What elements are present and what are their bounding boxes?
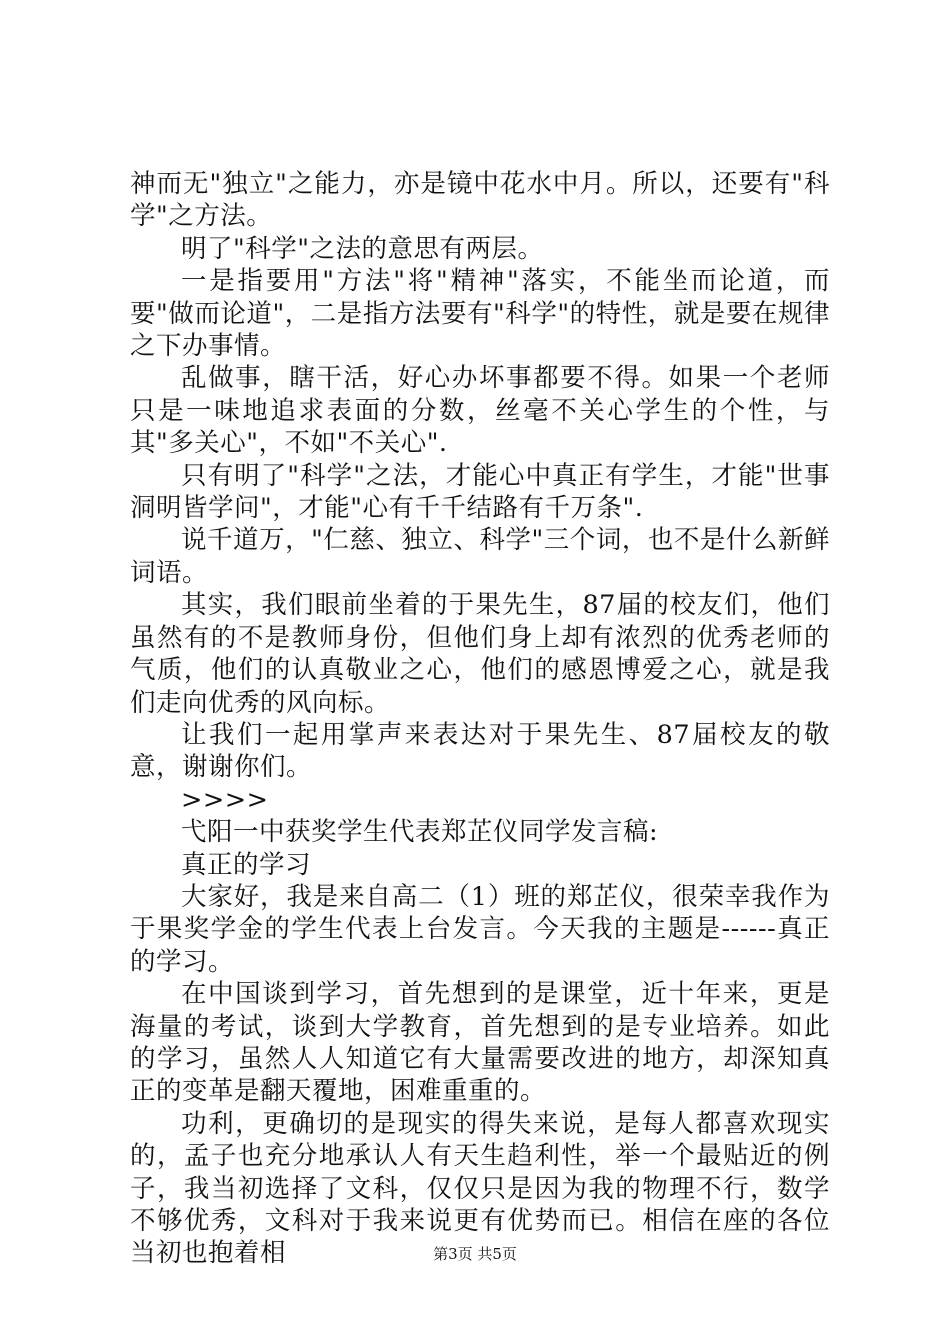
paragraph-13: 在中国谈到学习，首先想到的是课堂，近十年来，更是海量的考试，谈到大学教育，首先想到的是专业培养。如此的学习，虽然人人知道它有大量需要改进的地方，却深知真正的变革是翻天覆地，困难重重的。 (130, 979, 830, 1107)
paragraph-1: 神而无"独立"之能力，亦是镜中花水中月。所以，还要有"科学"之方法。 (130, 169, 830, 232)
paragraph-8: 让我们一起用掌声来表达对于果先生、87届校友的敬意，谢谢你们。 (130, 719, 830, 783)
paragraph-4: 乱做事，瞎干活，好心办坏事都要不得。如果一个老师只是一味地追求表面的分数，丝毫不关心学生的个性，与其"多关心"，不如"不关心". (130, 363, 830, 459)
paragraph-6: 说千道万，"仁慈、独立、科学"三个词，也不是什么新鲜词语。 (130, 525, 830, 588)
paragraph-14: 功利，更确切的是现实的得失来说，是每人都喜欢现实的，孟子也充分地承认人有天生趋利性，举一个最贴近的例子，我当初选择了文科，仅仅只是因为我的物理不行，数学不够优秀，文科对于我来说更有优势而已。相信在座的各位当初也抱着相 (130, 1108, 830, 1269)
paragraph-2: 明了"科学"之法的意思有两层。 (181, 233, 544, 264)
page-number-footer: 第3页 共5页 (433, 1245, 517, 1263)
paragraph-3: 一是指要用"方法"将"精神"落实，不能坐而论道，而要"做而论道"，二是指方法要有"科学"的特性，就是要在规律之下办事情。 (130, 266, 830, 362)
speech-title: 真正的学习 (181, 849, 312, 880)
paragraph-7: 其实，我们眼前坐着的于果先生，87届的校友们，他们虽然有的不是教师身份，但他们身上却有浓烈的优秀老师的气质，他们的认真敬业之心，他们的感恩博爱之心，就是我们走向优秀的风向标。 (130, 590, 830, 718)
paragraph-12: 大家好，我是来自高二（1）班的郑芷仪，很荣幸我作为于果奖学金的学生代表上台发言。今天我的主题是------真正的学习。 (130, 881, 830, 977)
section-separator: >>>> (181, 784, 269, 815)
paragraph-5: 只有明了"科学"之法，才能心中真正有学生，才能"世事洞明皆学问"，才能"心有千千结路有千万条". (130, 460, 830, 524)
document-body (130, 168, 830, 1270)
speech-heading: 弋阳一中获奖学生代表郑芷仪同学发言稿: (181, 817, 659, 848)
